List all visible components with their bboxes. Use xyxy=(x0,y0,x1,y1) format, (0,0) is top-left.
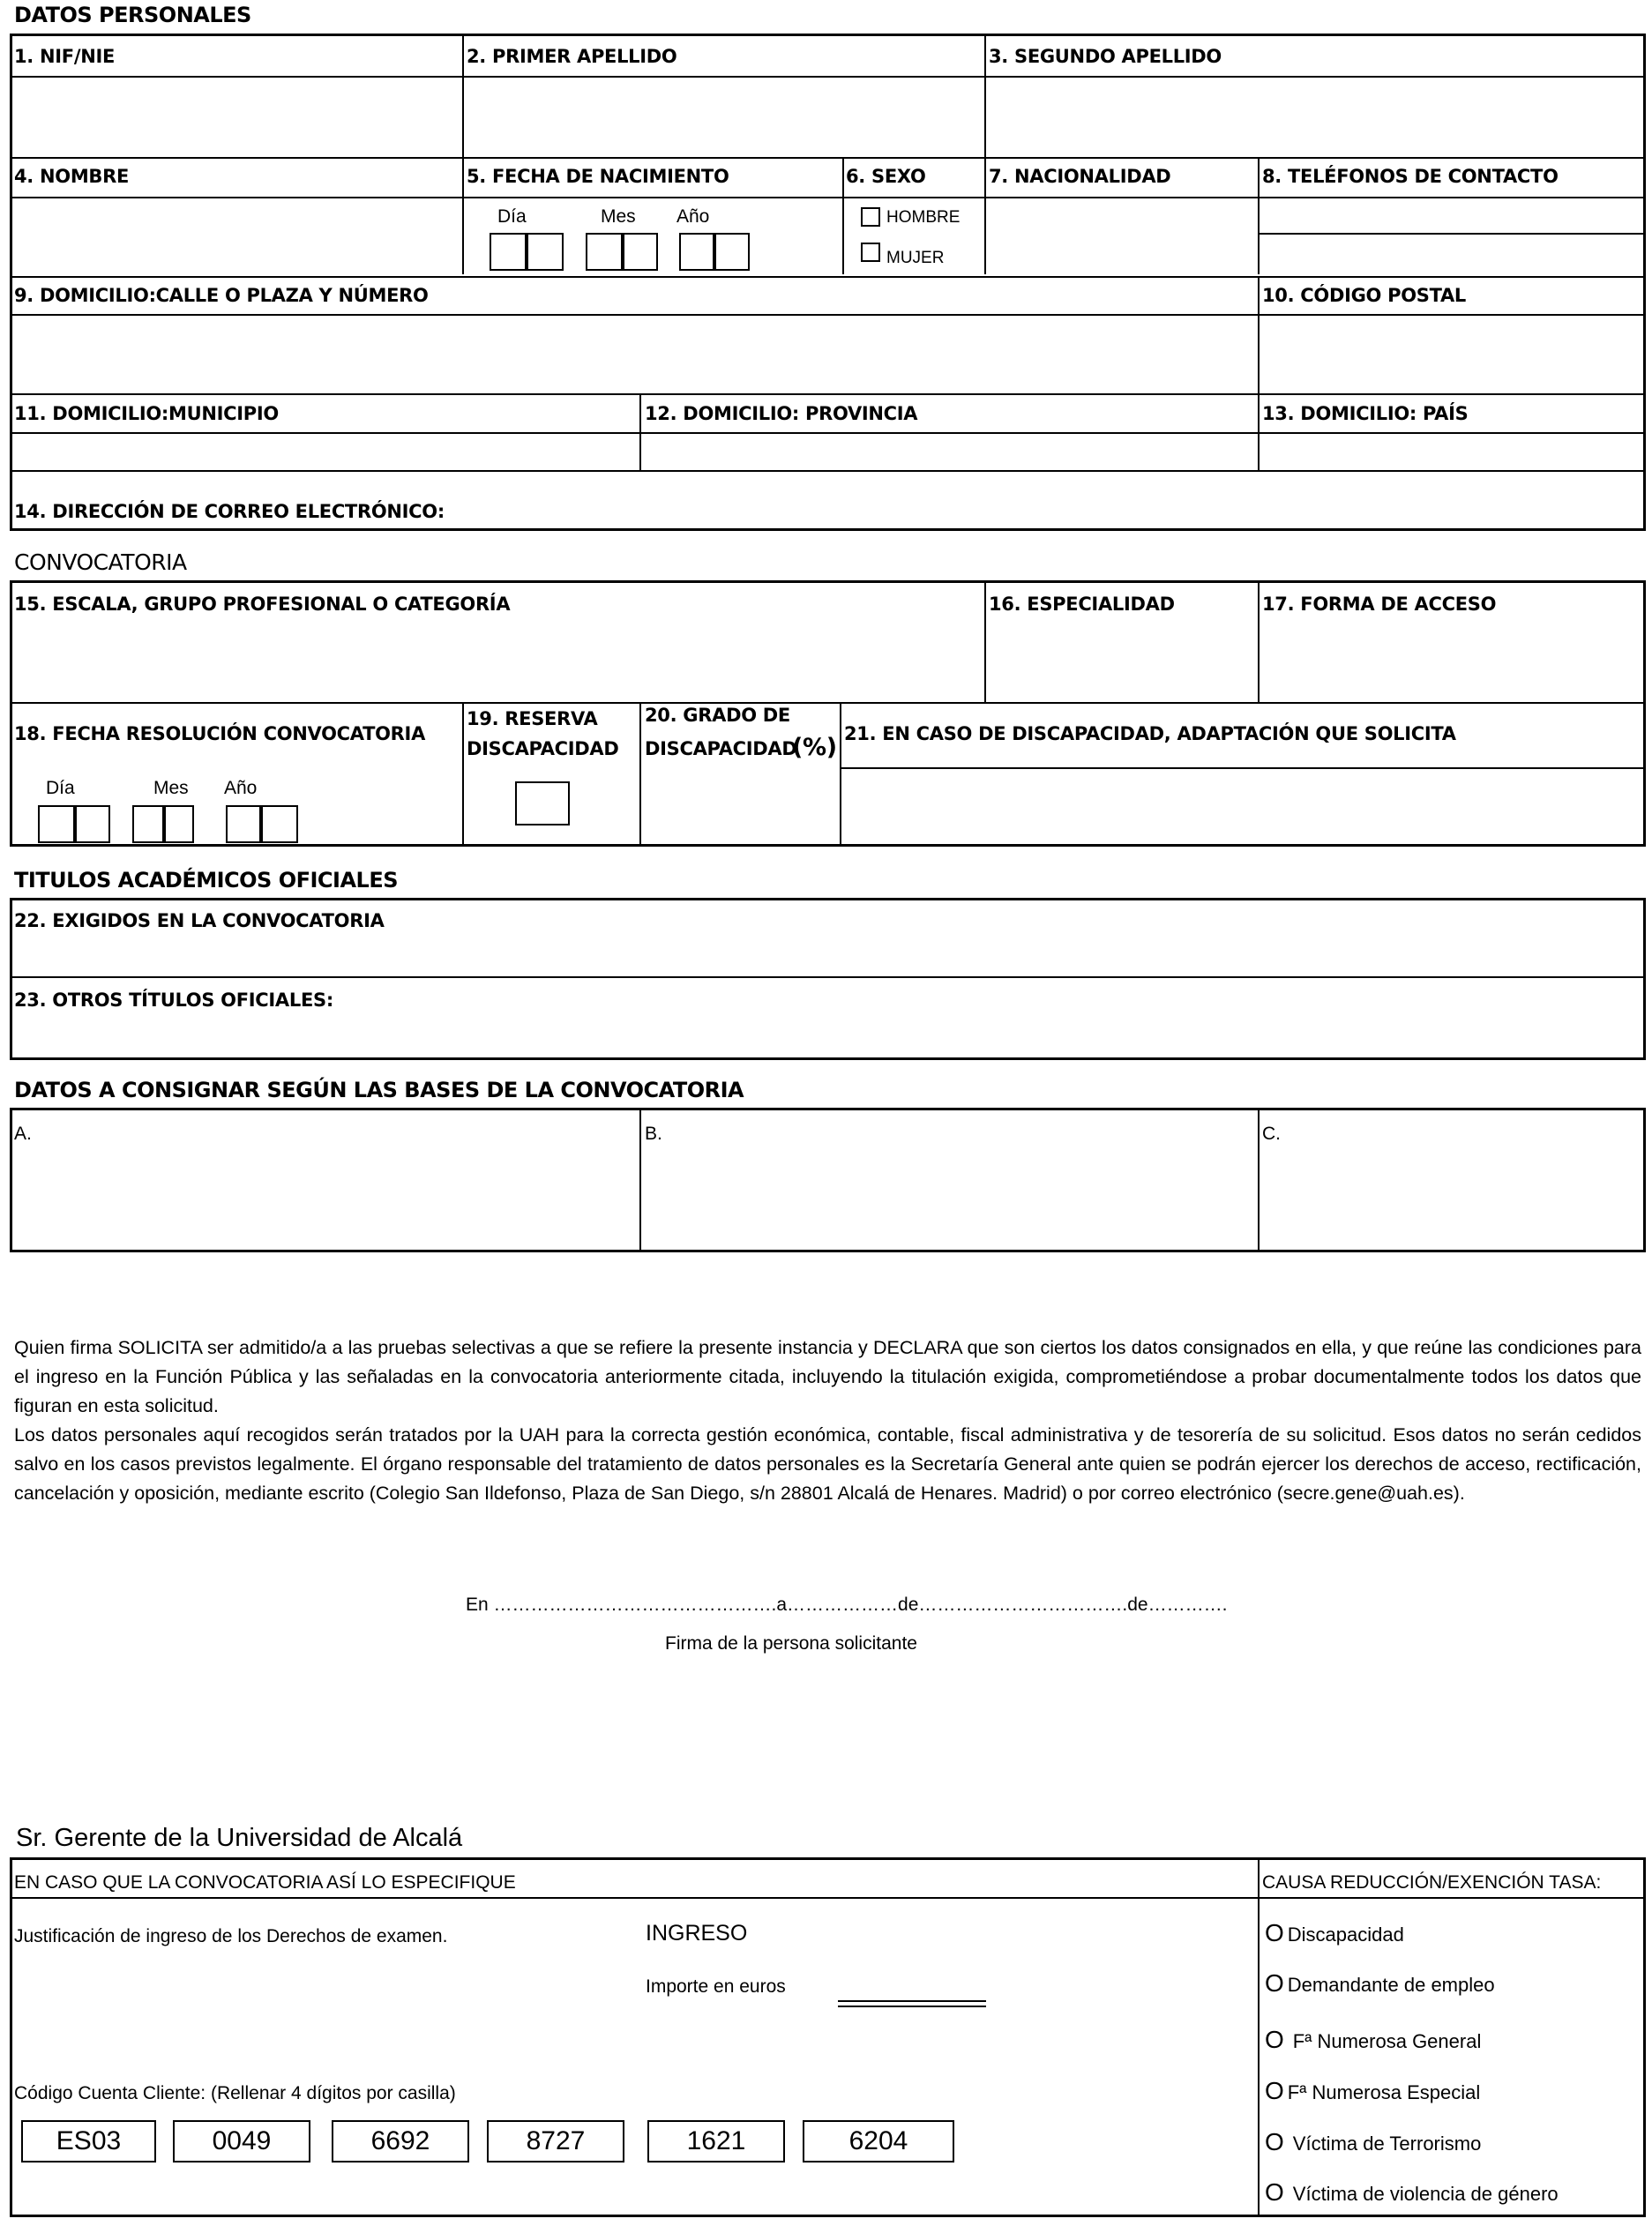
primer-apellido-input[interactable] xyxy=(465,78,983,155)
causa-option-fnumerosa-especial[interactable] xyxy=(1265,2077,1480,2105)
base-c-input[interactable] xyxy=(1261,1147,1642,1249)
dia-label: Día xyxy=(497,206,527,227)
causa-option-label: Discapacidad xyxy=(1287,1923,1404,1946)
field-label-sexo: 6. SEXO xyxy=(846,166,926,187)
field-label-email: 14. DIRECCIÓN DE CORREO ELECTRÓNICO: xyxy=(14,501,445,522)
causa-header: CAUSA REDUCCIÓN/EXENCIÓN TASA: xyxy=(1262,1872,1602,1893)
grado-discapacidad-input[interactable] xyxy=(642,767,838,845)
especialidad-input[interactable] xyxy=(987,622,1257,699)
hombre-checkbox[interactable] xyxy=(861,207,880,227)
birth-month-digit-1[interactable] xyxy=(586,233,623,271)
res-day-digit-2[interactable] xyxy=(75,805,110,843)
res-month-digit-2[interactable] xyxy=(164,805,194,843)
base-b-input[interactable] xyxy=(643,1147,1255,1249)
field-label-nombre: 4. NOMBRE xyxy=(14,166,130,187)
radio-circle-icon: O xyxy=(1265,2178,1284,2206)
declaracion-parrafo-1: Quien firma SOLICITA ser admitido/a a las pruebas selectivas a que se refiere la presente instancia y DECLARA que son ciertos los datos consignados en ella, y que reúne las condiciones para el ingreso en la Función Pública y las señaladas en la convocatoria anteriormente citada, incluyendo la titulación exigida, comprometiéndose a probar documentalmente todos los datos que figuran en esta solicitud. xyxy=(14,1337,1641,1416)
dia-label-2: Día xyxy=(46,778,75,798)
causa-option-label: Fª Numerosa Especial xyxy=(1287,2081,1481,2103)
radio-circle-icon: O xyxy=(1265,1969,1284,1997)
cuenta-casilla-4[interactable]: 8727 xyxy=(487,2120,624,2163)
causa-option-demandante[interactable] xyxy=(1265,1969,1495,1998)
mujer-label: MUJER xyxy=(886,249,945,267)
anio-label-2: Año xyxy=(224,778,258,798)
radio-circle-icon: O xyxy=(1265,1919,1284,1946)
causa-option-violencia-genero[interactable] xyxy=(1265,2178,1559,2207)
field-label-otros-titulos: 23. OTROS TÍTULOS OFICIALES: xyxy=(14,990,333,1011)
mes-label-2: Mes xyxy=(153,778,189,798)
field-label-provincia: 12. DOMICILIO: PROVINCIA xyxy=(645,403,918,424)
pago-header: EN CASO QUE LA CONVOCATORIA ASÍ LO ESPECIFIQUE xyxy=(14,1872,516,1893)
pais-input[interactable] xyxy=(1260,434,1643,469)
field-label-grado: 20. GRADO DE xyxy=(645,705,790,726)
field-label-escala: 15. ESCALA, GRUPO PROFESIONAL O CATEGORÍA xyxy=(14,594,511,615)
otros-titulos-input[interactable] xyxy=(11,1014,1643,1057)
field-label-primer-apellido: 2. PRIMER APELLIDO xyxy=(467,46,677,67)
ingreso-label: INGRESO xyxy=(646,1921,748,1946)
segundo-apellido-input[interactable] xyxy=(987,78,1643,155)
birth-month-digit-2[interactable] xyxy=(623,233,658,271)
causa-option-fnumerosa-general[interactable] xyxy=(1265,2026,1481,2054)
birth-day-digit-1[interactable] xyxy=(490,233,527,271)
causa-option-terrorismo[interactable] xyxy=(1265,2128,1481,2156)
field-label-pais: 13. DOMICILIO: PAÍS xyxy=(1262,403,1469,424)
mujer-checkbox[interactable] xyxy=(861,243,880,262)
radio-circle-icon: O xyxy=(1265,2077,1284,2104)
birth-year-digit-2[interactable] xyxy=(714,233,750,271)
field-label-especialidad: 16. ESPECIALIDAD xyxy=(989,594,1175,615)
adaptacion-input[interactable] xyxy=(843,770,1643,845)
field-label-codigo-postal: 10. CÓDIGO POSTAL xyxy=(1262,285,1467,306)
base-c-label: C. xyxy=(1262,1124,1281,1144)
field-label-reserva-2: DISCAPACIDAD xyxy=(467,738,619,759)
res-year-digit-1[interactable] xyxy=(226,805,261,843)
telefono-1-input[interactable] xyxy=(1260,198,1643,232)
codigo-postal-input[interactable] xyxy=(1260,316,1643,392)
mes-label: Mes xyxy=(601,206,636,227)
field-label-forma-acceso: 17. FORMA DE ACCESO xyxy=(1262,594,1497,615)
section-title-datos-personales: DATOS PERSONALES xyxy=(14,3,251,27)
telefono-2-input[interactable] xyxy=(1260,235,1643,274)
justificacion-label: Justificación de ingreso de los Derechos de examen. xyxy=(14,1926,448,1946)
cuenta-casilla-1[interactable]: ES03 xyxy=(21,2120,156,2163)
field-label-nif: 1. NIF/NIE xyxy=(14,46,116,67)
field-label-grado-2: DISCAPACIDAD xyxy=(645,738,797,759)
email-input[interactable] xyxy=(423,474,1641,527)
field-label-domicilio-calle: 9. DOMICILIO:CALLE O PLAZA Y NÚMERO xyxy=(14,285,429,306)
base-a-input[interactable] xyxy=(12,1147,637,1249)
field-label-municipio: 11. DOMICILIO:MUNICIPIO xyxy=(14,403,279,424)
nacionalidad-input[interactable] xyxy=(987,198,1257,274)
res-month-digit-1[interactable] xyxy=(132,805,164,843)
firma-label: Firma de la persona solicitante xyxy=(665,1633,917,1654)
field-label-grado-percent: (%) xyxy=(792,734,837,761)
section-title-titulos: TITULOS ACADÉMICOS OFICIALES xyxy=(14,868,399,893)
causa-option-discapacidad[interactable] xyxy=(1265,1919,1404,1947)
birth-year-digit-1[interactable] xyxy=(679,233,714,271)
declaracion-parrafo-2: Los datos personales aquí recogidos serán tratados por la UAH para la correcta gestión económica, contable, fiscal administrativa y de tesorería de su solicitud. Esos datos no serán cedidos salvo en los casos previstos legalmente. El órgano responsable del tratamiento de datos personales es la Secretaría General ante quien se podrán ejercer los derechos de acceso, rectificación, cancelación y oposición, mediante escrito (Colegio San Ildefonso, Plaza de San Diego, s/n 28801 Alcalá de Henares. Madrid) o por correo electrónico (secre.gene@uah.es). xyxy=(14,1424,1641,1504)
codigo-cuenta-label: Código Cuenta Cliente: (Rellenar 4 dígitos por casilla) xyxy=(14,2083,456,2103)
nif-input[interactable] xyxy=(11,78,461,155)
field-label-segundo-apellido: 3. SEGUNDO APELLIDO xyxy=(989,46,1222,67)
forma-acceso-input[interactable] xyxy=(1260,622,1643,699)
field-label-fecha-nacimiento: 5. FECHA DE NACIMIENTO xyxy=(467,166,729,187)
cuenta-casilla-2[interactable]: 0049 xyxy=(173,2120,310,2163)
importe-input[interactable] xyxy=(838,2000,986,2007)
anio-label: Año xyxy=(676,206,710,227)
base-b-label: B. xyxy=(645,1124,662,1144)
cuenta-casilla-5[interactable]: 1621 xyxy=(647,2120,785,2163)
radio-circle-icon: O xyxy=(1265,2128,1284,2155)
hombre-label: HOMBRE xyxy=(886,208,961,227)
res-day-digit-1[interactable] xyxy=(38,805,75,843)
lugar-fecha-line[interactable]: En ……………………………………….a………………de…………………………….de…………. xyxy=(466,1595,1228,1615)
field-label-exigidos: 22. EXIGIDOS EN LA CONVOCATORIA xyxy=(14,910,385,931)
birth-day-digit-2[interactable] xyxy=(527,233,564,271)
declaracion-text xyxy=(14,1333,1641,1508)
field-label-adaptacion: 21. EN CASO DE DISCAPACIDAD, ADAPTACIÓN QUE SOLICITA xyxy=(844,723,1456,744)
cuenta-casilla-3[interactable]: 6692 xyxy=(332,2120,469,2163)
base-a-label: A. xyxy=(14,1124,32,1144)
causa-option-label: Demandante de empleo xyxy=(1287,1974,1495,1996)
nombre-input[interactable] xyxy=(11,198,461,274)
mes-label-2-clip xyxy=(152,778,191,801)
field-label-nacionalidad: 7. NACIONALIDAD xyxy=(989,166,1171,187)
municipio-input[interactable] xyxy=(11,434,639,469)
causa-option-label: Fª Numerosa General xyxy=(1292,2030,1482,2052)
domicilio-calle-input[interactable] xyxy=(11,316,1257,392)
titulos-exigidos-input[interactable] xyxy=(11,935,1643,975)
reserva-discapacidad-checkbox[interactable] xyxy=(515,781,570,825)
cuenta-casilla-6[interactable]: 6204 xyxy=(803,2120,954,2163)
importe-label: Importe en euros xyxy=(646,1976,786,1997)
radio-circle-icon: O xyxy=(1265,2026,1284,2053)
causa-option-label: Víctima de violencia de género xyxy=(1292,2183,1559,2205)
provincia-input[interactable] xyxy=(642,434,1257,469)
section-title-convocatoria: CONVOCATORIA xyxy=(14,549,187,575)
escala-input[interactable] xyxy=(11,622,982,699)
section-title-bases: DATOS A CONSIGNAR SEGÚN LAS BASES DE LA CONVOCATORIA xyxy=(14,1078,744,1102)
destinatario: Sr. Gerente de la Universidad de Alcalá xyxy=(16,1824,463,1852)
field-label-fecha-resolucion: 18. FECHA RESOLUCIÓN CONVOCATORIA xyxy=(14,723,426,744)
field-label-reserva: 19. RESERVA xyxy=(467,708,598,729)
res-year-digit-2[interactable] xyxy=(261,805,298,843)
causa-option-label: Víctima de Terrorismo xyxy=(1292,2133,1482,2155)
field-label-telefonos: 8. TELÉFONOS DE CONTACTO xyxy=(1262,166,1559,187)
